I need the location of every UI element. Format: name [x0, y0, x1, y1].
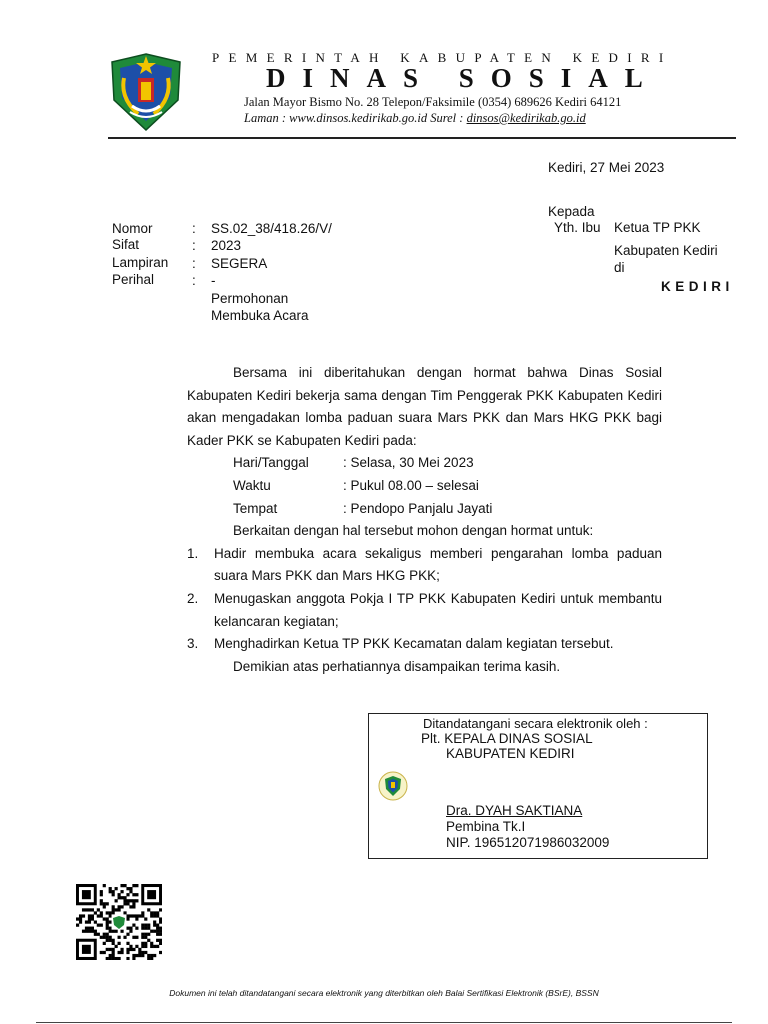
request-intro: Berkaitan dengan hal tersebut mohon dengan hormat untuk: [233, 523, 594, 539]
detail-label: Waktu [233, 477, 271, 493]
list-text: Menugaskan anggota Pokja I TP PKK Kabupaten Kediri untuk membantu kelancaran kegiatan; [214, 590, 662, 629]
qr-code [76, 884, 162, 960]
signer-nip: NIP. 196512071986032009 [446, 835, 610, 850]
signer-title-2: KABUPATEN KEDIRI [446, 746, 575, 761]
sifat-value: SEGERA [211, 256, 268, 271]
list-item [187, 543, 662, 588]
list-number: 1. [187, 545, 199, 561]
letter-date: Kediri, 27 Mei 2023 [548, 160, 665, 175]
footer-divider [36, 1022, 732, 1023]
website-text: Laman : www.dinsos.kedirikab.go.id Surel : [244, 111, 467, 125]
recipient-region: Kabupaten Kediri [614, 243, 718, 258]
signer-rank: Pembina Tk.I [446, 819, 526, 834]
nomor-year: 2023 [211, 238, 242, 253]
website-line [244, 111, 586, 126]
detail-value: : Selasa, 30 Mei 2023 [343, 455, 474, 471]
lampiran-value: - [211, 273, 216, 288]
regency-emblem-logo [108, 52, 184, 132]
list-number: 3. [187, 636, 199, 652]
detail-row-time [187, 475, 662, 498]
list-item [187, 588, 662, 633]
list-text: Hadir membuka acara sekaligus memberi pengarahan lomba paduan suara Mars PKK dan Mars HKG PKK; [214, 545, 662, 584]
perihal-colon: : [192, 273, 196, 288]
detail-value: : Pukul 08.00 – selesai [343, 477, 479, 493]
department-name: DINAS SOSIAL [266, 63, 660, 93]
signer-title-1: Plt. KEPALA DINAS SOSIAL [421, 731, 593, 746]
lampiran-colon: : [192, 256, 196, 271]
email-link[interactable]: dinsos@kedirikab.go.id [466, 111, 586, 125]
lampiran-label: Lampiran [112, 255, 169, 270]
footer-note: Dokumen ini telah ditandatangani secara elektronik yang diterbitkan oleh Balai Sertifikasi Elektronik (BSrE), BSSN [169, 988, 599, 998]
office-address: Jalan Mayor Bismo No. 28 Telepon/Faksimile (0354) 689626 Kediri 64121 [244, 95, 622, 109]
recipient-di: di [614, 260, 625, 275]
nomor-value: SS.02_38/418.26/V/ [211, 221, 332, 236]
detail-value: : Pendopo Panjalu Jayati [343, 500, 493, 516]
letterhead-divider [108, 137, 736, 139]
detail-label: Hari/Tanggal [233, 455, 309, 471]
recipient-salutation: Yth. Ibu [554, 220, 601, 235]
closing-line: Demikian atas perhatiannya disampaikan terima kasih. [233, 658, 561, 674]
nomor-colon: : [192, 221, 196, 236]
letter-body [187, 362, 662, 678]
request-list [187, 543, 662, 656]
recipient-city: KEDIRI [661, 279, 734, 294]
detail-label: Tempat [233, 500, 278, 516]
list-text: Menghadirkan Ketua TP PKK Kecamatan dalam kegiatan tersebut. [214, 636, 614, 652]
list-item [187, 633, 662, 656]
bsre-seal-icon [378, 770, 408, 802]
signature-header: Ditandatangani secara elektronik oleh : [423, 716, 648, 731]
intro-paragraph: Bersama ini diberitahukan dengan hormat bahwa Dinas Sosial Kabupaten Kediri bekerja sama dengan Tim Penggerak PKK Kabupaten Kediri akan mengadakan lomba paduan suara Mars PKK dan Mars HKG PKK bagi Kader PKK se Kabupaten Kediri pada: [187, 365, 662, 448]
sifat-colon: : [192, 238, 196, 253]
detail-row-date [187, 452, 662, 475]
nomor-label: Nomor [112, 221, 153, 236]
perihal-line1: Permohonan [211, 291, 289, 306]
sifat-label: Sifat [112, 237, 140, 252]
government-name: PEMERINTAH KABUPATEN KEDIRI [212, 50, 673, 65]
list-number: 2. [187, 590, 199, 606]
signer-name: Dra. DYAH SAKTIANA [446, 803, 583, 818]
recipient-title: Ketua TP PKK [614, 220, 701, 235]
detail-row-place [187, 498, 662, 521]
perihal-line2: Membuka Acara [211, 308, 309, 323]
recipient-kepada: Kepada [548, 204, 595, 219]
perihal-label: Perihal [112, 272, 155, 287]
